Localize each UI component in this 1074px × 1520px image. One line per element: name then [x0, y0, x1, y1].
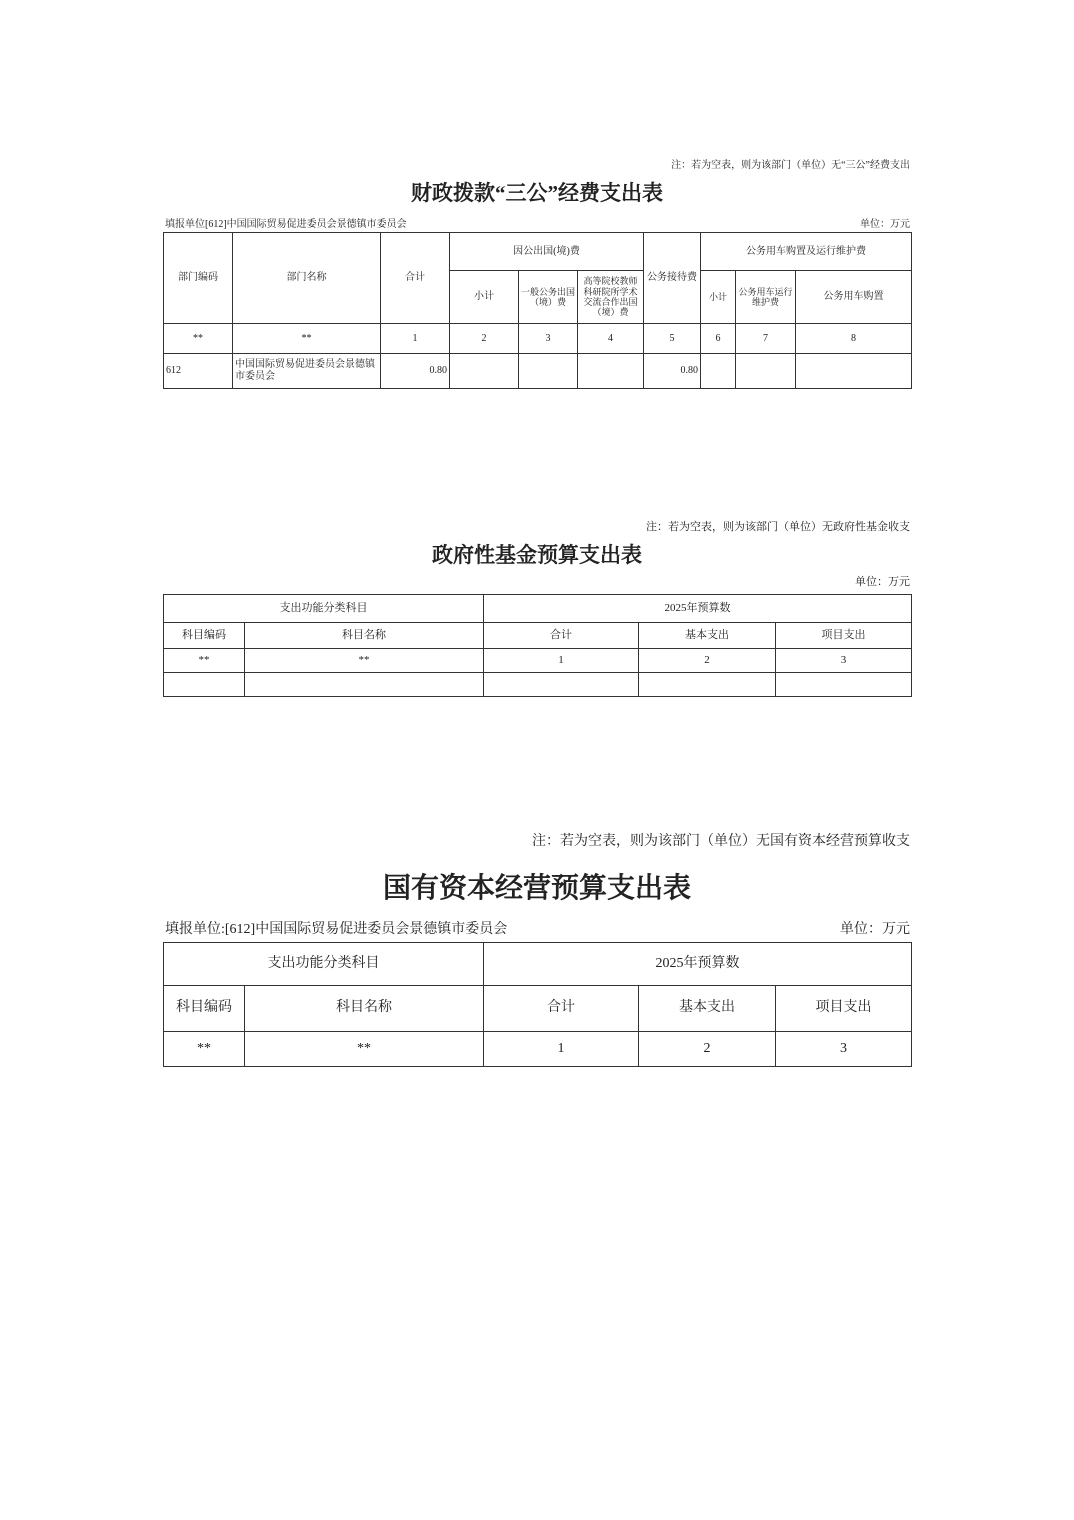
empty-cell: [639, 673, 776, 697]
header-total: 合计: [381, 233, 450, 324]
index-cell: 1: [484, 649, 639, 673]
index-cell: 1: [381, 324, 450, 354]
header-basic: 基本支出: [639, 986, 776, 1032]
table3-reporting-unit: 填报单位:[612]中国国际贸易促进委员会景德镇市委员会: [165, 922, 508, 937]
table3-note: 注：若为空表，则为该部门（单位）无国有资本经营预算收支: [532, 834, 910, 849]
header-total: 合计: [484, 623, 639, 649]
index-cell: **: [164, 324, 233, 354]
index-cell: 6: [701, 324, 736, 354]
index-cell: 1: [484, 1032, 639, 1067]
row-vehicle-maintain: [736, 354, 796, 389]
index-cell: 4: [578, 324, 644, 354]
index-cell: **: [164, 1032, 245, 1067]
header-abroad: 因公出国(境)费: [450, 233, 644, 271]
index-cell: 8: [796, 324, 912, 354]
table-row: [164, 354, 912, 389]
header-budget: 2025年预算数: [484, 943, 912, 986]
header-total: 合计: [484, 986, 639, 1032]
table1-reporting-unit: 填报单位[612]中国国际贸易促进委员会景德镇市委员会: [165, 219, 407, 230]
header-budget: 2025年预算数: [484, 595, 912, 623]
index-row: [164, 324, 912, 354]
header-abroad-general: 一般公务出国（境）费: [519, 271, 578, 324]
header-code: 科目编码: [164, 623, 245, 649]
row-abroad-academic: [578, 354, 644, 389]
table3-unit: 单位：万元: [840, 922, 910, 937]
index-row: [164, 649, 912, 673]
index-cell: 7: [736, 324, 796, 354]
index-cell: 3: [776, 649, 912, 673]
row-vehicle-subtotal: [701, 354, 736, 389]
header-dept-code: 部门编码: [164, 233, 233, 324]
state-capital-table: [163, 942, 912, 1067]
empty-cell: [776, 673, 912, 697]
header-abroad-academic: 高等院校教师科研院所学术交流合作出国（境）费: [578, 271, 644, 324]
index-cell: 5: [644, 324, 701, 354]
header-basic: 基本支出: [639, 623, 776, 649]
table2-unit: 单位：万元: [855, 576, 910, 588]
table1-title: 财政拨款“三公”经费支出表: [411, 181, 663, 205]
index-cell: **: [233, 324, 381, 354]
index-cell: **: [245, 649, 484, 673]
header-name: 科目名称: [245, 623, 484, 649]
row-reception: 0.80: [644, 354, 701, 389]
row-dept-code: 612: [164, 354, 233, 389]
government-fund-table: [163, 594, 912, 697]
index-row: [164, 1032, 912, 1067]
empty-cell: [484, 673, 639, 697]
header-category: 支出功能分类科目: [164, 595, 484, 623]
table1-unit: 单位：万元: [860, 219, 910, 230]
table2-title: 政府性基金预算支出表: [432, 543, 642, 567]
table-header-row: [164, 986, 912, 1032]
header-project: 项目支出: [776, 986, 912, 1032]
header-category: 支出功能分类科目: [164, 943, 484, 986]
header-reception: 公务接待费: [644, 233, 701, 324]
row-abroad-subtotal: [450, 354, 519, 389]
table1-note: 注：若为空表，则为该部门（单位）无“三公”经费支出: [671, 160, 910, 171]
empty-cell: [245, 673, 484, 697]
table-header-row: [164, 943, 912, 986]
header-abroad-subtotal: 小计: [450, 271, 519, 324]
table3-title: 国有资本经营预算支出表: [382, 873, 691, 904]
table-row: [164, 673, 912, 697]
index-cell: **: [245, 1032, 484, 1067]
header-vehicle-maintain: 公务用车运行维护费: [736, 271, 796, 324]
table-header-row: [164, 623, 912, 649]
three-public-expense-table: [163, 232, 912, 389]
header-name: 科目名称: [245, 986, 484, 1032]
index-cell: 2: [639, 1032, 776, 1067]
header-vehicle: 公务用车购置及运行维护费: [701, 233, 912, 271]
row-dept-name: 中国国际贸易促进委员会景德镇市委员会: [233, 354, 381, 389]
row-abroad-general: [519, 354, 578, 389]
table-header-row: [164, 233, 912, 271]
index-cell: 2: [639, 649, 776, 673]
index-cell: 3: [776, 1032, 912, 1067]
header-project: 项目支出: [776, 623, 912, 649]
header-vehicle-purchase: 公务用车购置: [796, 271, 912, 324]
index-cell: 3: [519, 324, 578, 354]
header-code: 科目编码: [164, 986, 245, 1032]
index-cell: **: [164, 649, 245, 673]
row-total: 0.80: [381, 354, 450, 389]
empty-cell: [164, 673, 245, 697]
table-header-row: [164, 595, 912, 623]
table2-note: 注：若为空表，则为该部门（单位）无政府性基金收支: [646, 521, 910, 533]
row-vehicle-purchase: [796, 354, 912, 389]
header-dept-name: 部门名称: [233, 233, 381, 324]
header-vehicle-subtotal: 小计: [701, 271, 736, 324]
index-cell: 2: [450, 324, 519, 354]
